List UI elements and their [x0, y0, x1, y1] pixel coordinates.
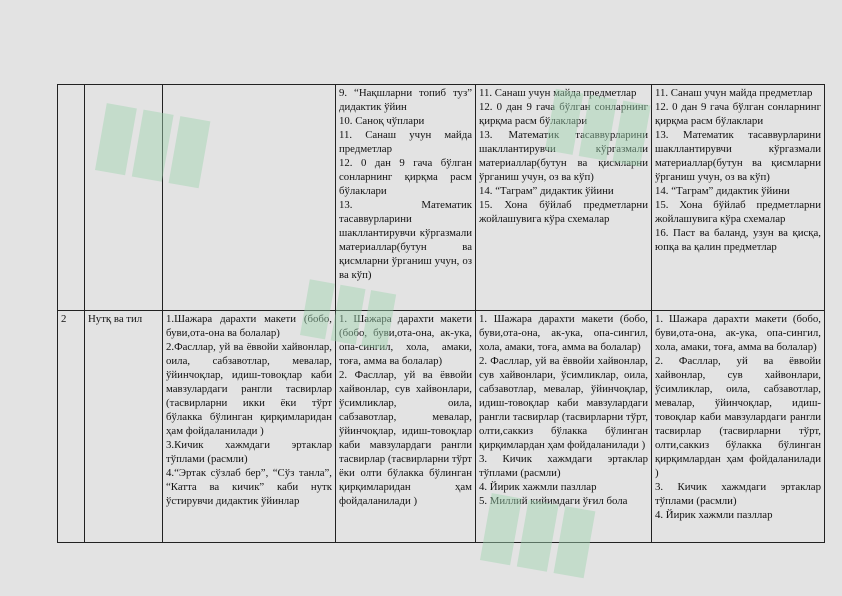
table-cell: [163, 85, 336, 311]
list-item: 1. Шажара дарахти макети (бобо, буви,ота-она, ак-ука, опа-сингил, хола, амаки, тоға, амма ва болалар): [655, 313, 824, 353]
table-row: [58, 311, 825, 543]
list-item: 13. Математик тасаввурларини шакллантирувчи кўргазмали материаллар(бутун ва қисмларни ўрганиш учун, оз ва кўп): [655, 129, 824, 183]
list-item: 2. Фасллар, уй ва ёввойи хайвонлар, сув хайвонлари, ўсимликлар, оила, сабзавотлар, мевалар, ўйинчоқлар, идиш-товоқлар каби мавзулардаги рангли тасвирлар (тасвирларни тўрт, олти,саккиз бўлакка бўлинган қирқимлардан ҳам фойдаланилади ): [655, 355, 824, 479]
list-item: 13. Математик тасаввурларини шакллантирувчи кўргазмали материаллар(бутун ва қисмларни ўрганиш учун, оз ва кўп): [479, 129, 651, 183]
cell-list: [479, 86, 651, 226]
list-item: 4.“Эртак сўзлаб бер”, “Сўз танла”, “Катта ва кичик” каби нутк ўстирувчи дидактик ўйинлар: [166, 467, 335, 507]
list-item: 10. Саноқ чўплари: [339, 115, 425, 127]
table-cell: [652, 311, 825, 543]
table-cell: [476, 85, 652, 311]
list-item: 3. Кичик хажмдаги эртаклар тўплами (расмли): [655, 481, 824, 507]
cell-list: [655, 312, 824, 522]
cell-list: [339, 86, 475, 282]
row-number-cell: [58, 85, 85, 311]
materials-table: [57, 84, 825, 543]
table-cell: [652, 85, 825, 311]
list-item: 4. Йирик хажмли пазллар: [479, 481, 597, 493]
cell-list: [339, 312, 475, 508]
list-item: 14. “Таграм” дидактик ўйини: [655, 185, 790, 197]
list-item: 15. Хона бўйлаб предметларни жойлашувига кўра схемалар: [655, 199, 824, 225]
topic-cell: [85, 85, 163, 311]
topic-cell: Нутқ ва тил: [85, 311, 163, 543]
table-cell: [336, 85, 476, 311]
table-cell: [336, 311, 476, 543]
list-item: 1. Шажара дарахти макети (бобо, буви,ота-она, ак-ука, опа-сингил, хола, амаки, тоға, амма ва болалар): [479, 313, 651, 353]
list-item: 12. 0 дан 9 гача бўлган сонларнинг қирқма расм бўлаклари: [479, 101, 651, 127]
list-item: 12. 0 дан 9 гача бўлган сонларнинг қирқма расм бўлаклари: [655, 101, 824, 127]
list-item: 5. Миллий кийимдаги ўғил бола: [479, 495, 628, 507]
table-cell: [163, 311, 336, 543]
list-item: 1. Шажара дарахти макети (бобо, буви,ота-она, ак-ука, опа-сингил, хола, амаки, тоға, амма ва болалар): [339, 313, 475, 367]
row-number-cell: 2: [58, 311, 85, 543]
list-item: 2. Фасллар, уй ва ёввойи хайвонлар, сув хайвонлари, ўсимликлар, оила, сабзавотлар, мевалар, ўйинчоқлар, идиш-товоқлар каби мавзулардаги рангли тасвирлар (тасвирларни тўрт ёки олти бўлакка бўлинган қирқимларидан ҳам фойдаланилади ): [339, 369, 475, 507]
list-item: 2.Фасллар, уй ва ёввойи хайвонлар, оила, сабзавотлар, мевалар, ўйинчоқлар, идиш-товоқлар каби мавзулардаги рангли тасвирлар (тасвирларни икки ёки тўрт бўлакка бўлинган қирқимларидан ҳам фойдаланилади ): [166, 341, 335, 437]
cell-list: [655, 86, 824, 254]
list-item: 3. Кичик хажмдаги эртаклар тўплами (расмли): [479, 453, 651, 479]
list-item: 16. Паст ва баланд, узун ва қисқа, юпқа ва қалин предметлар: [655, 227, 824, 253]
table-cell: [476, 311, 652, 543]
list-item: 9. “Нақшларни топиб туз” дидактик ўйин: [339, 87, 475, 113]
table-row: [58, 85, 825, 311]
list-item: 11. Санаш учун майда предметлар: [339, 129, 475, 155]
list-item: 4. Йирик хажмли пазллар: [655, 509, 773, 521]
list-item: 14. “Таграм” дидактик ўйини: [479, 185, 614, 197]
cell-list: [166, 312, 335, 508]
list-item: 13. Математик тасаввурларини шакллантирувчи кўргазмали материаллар(бутун ва қисмларни ўрганиш учун, оз ва кўп): [339, 199, 475, 281]
list-item: 11. Санаш учун майда предметлар: [655, 87, 813, 99]
list-item: 11. Санаш учун майда предметлар: [479, 87, 637, 99]
list-item: 1.Шажара дарахти макети (бобо, буви,ота-она ва болалар): [166, 313, 335, 339]
list-item: 12. 0 дан 9 гача бўлган сонларнинг қирқма расм бўлаклари: [339, 157, 475, 197]
list-item: 2. Фасллар, уй ва ёввойи хайвонлар, сув хайвонлари, ўсимликлар, оила, сабзавотлар, мевалар, ўйинчоқлар, идиш-товоқлар каби мавзулардаги рангли тасвирлар (тасвирларни тўрт, олти,саккиз бўлакка бўлинган қирқимлардан ҳам фойдаланилади ): [479, 355, 651, 451]
list-item: 15. Хона бўйлаб предметларни жойлашувига кўра схемалар: [479, 199, 651, 225]
cell-list: [479, 312, 651, 508]
list-item: 3.Кичик хажмдаги эртаклар тўплами (расмли): [166, 439, 335, 465]
